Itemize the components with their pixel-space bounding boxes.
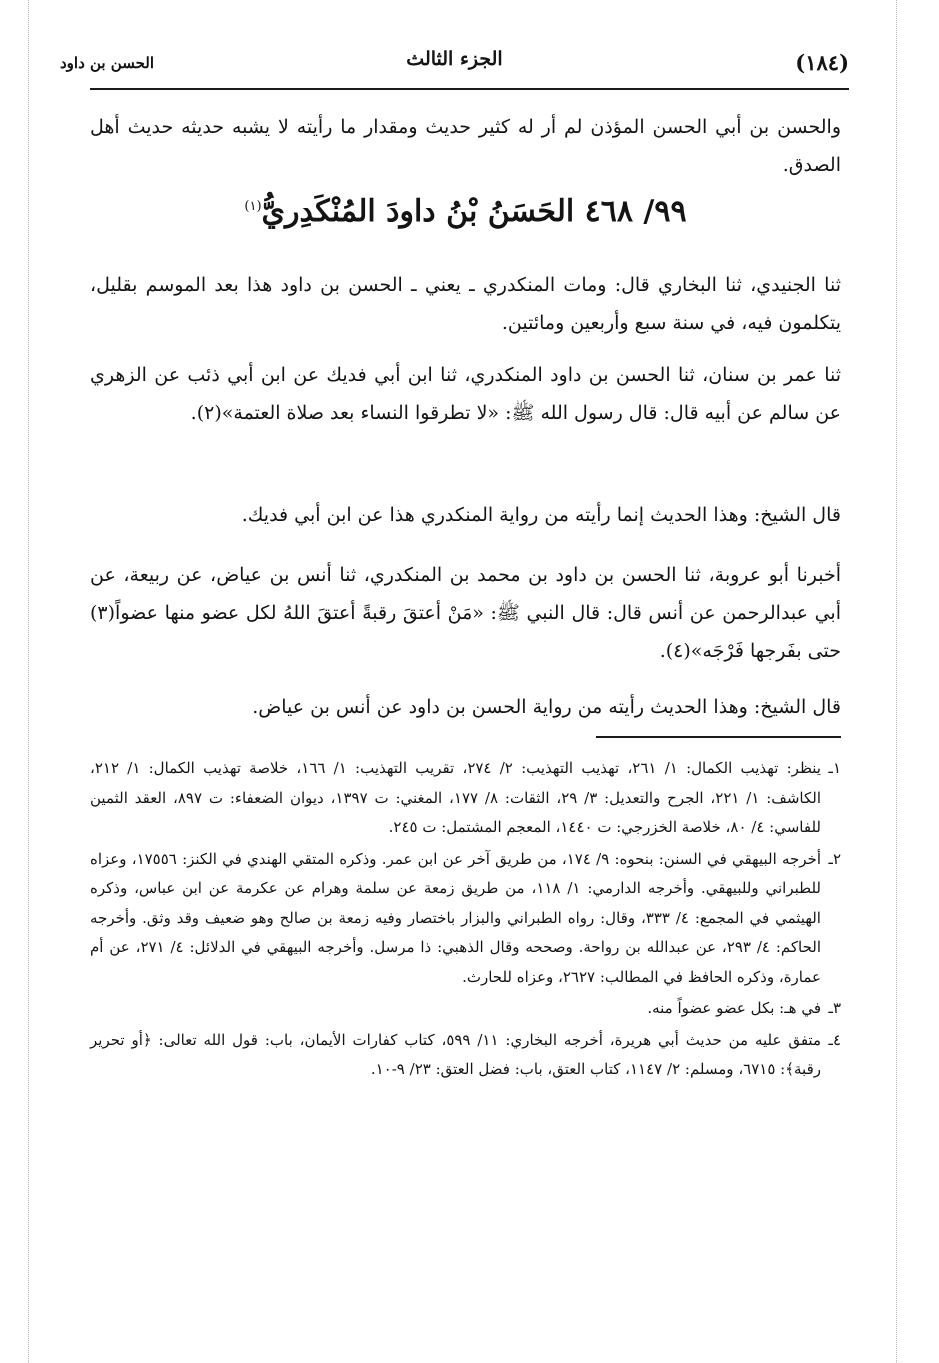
paragraph: قال الشيخ: وهذا الحديث إنما رأيته من رواية المنكدري هذا عن ابن أبي فديك.: [241, 504, 841, 526]
footnote-number: ١ـ: [828, 759, 841, 777]
entry-footnote-ref: (١): [244, 199, 262, 214]
footnote-text: ينظر: تهذيب الكمال: ١/ ٢٦١، تهذيب التهذيب: ٢/ ٢٧٤، تقريب التهذيب: ١/ ١٦٦، خلاصة تهذيب الكمال: ١/ ٢١٢، الكاشف: ١/ ٢٢١، الجرح والتعديل: ٣/ ٢٩، الثقات: ٨/ ١٧٧، المغني: ت ١٣٩٧، ديوان الضعفاء: ت ٨٩٧، العقد الثمين للفاسي: ٤/ ٨٠، خلاصة الخزرجي: ت ١٤٤٠، المعجم المشتمل: ت ٢٤٥.: [90, 759, 821, 836]
footnote-number: ٢ـ: [828, 849, 841, 868]
part-title: الجزء الثالث: [406, 48, 503, 70]
running-header: [60, 44, 849, 84]
scan-margin-dots: [28, 0, 29, 1363]
header-rule: [90, 88, 849, 90]
footnote: [90, 1026, 841, 1085]
footnotes: [90, 754, 841, 1087]
entry-heading-text: ٩٩/ ٤٦٨ الحَسَنُ بْنُ داودَ المُنْكَدِريُّ: [261, 194, 687, 229]
footnote-text: متفق عليه من حديث أبي هريرة، أخرجه البخاري: ١١/ ٥٩٩، كتاب كفارات الأيمان، باب: قول الله تعالى: ﴿أو تحرير رقبة﴾: ٦٧١٥، ومسلم: ٢/ ١١٤٧، كتاب العتق، باب: فضل العتق: ٢٣/ ٩-١٠.: [90, 1030, 821, 1078]
footnote-number: ٣ـ: [828, 999, 841, 1017]
footnote: [90, 994, 841, 1024]
scan-margin-dots: [896, 0, 897, 1363]
page-number: (١٨٤): [795, 50, 849, 75]
paragraph: أخبرنا أبو عروبة، ثنا الحسن بن داود بن محمد بن المنكدري، ثنا أنس بن عياض، عن ربيعة، عن أبي عبدالرحمن عن أنس قال: قال النبي ﷺ: «مَنْ أعتقَ رقبةً أعتقَ اللهُ لكل عضو منها عضواً(٣) حتى بفَرجها فَرْجَه»(٤).: [90, 564, 841, 662]
footnote-text: أخرجه البيهقي في السنن: بنحوه: ٩/ ١٧٤، من طريق آخر عن ابن عمر. وذكره المتقي الهندي في الكنز: ١٧٥٥٦، وعزاه للطبراني وللبيهقي. وأخرجه الدارمي: ١/ ١١٨، من طريق زمعة عن سلمة وهرام عن عكرمة عن ابن عباس، وذكره الهيثمي في المجمع: ٤/ ٣٣٣، وقال: رواه الطبراني والبزار باختصار وفيه زمعة بن صالح وهو ضعيف وقد وثق. وأخرجه الحاكم: ٤/ ٢٩٣، عن عبدالله بن رواحة. وصححه وقال الذهبي: ذا مرسل. وأخرجه البيهقي في الدلائل: ٤/ ٢٧١، عن أم عمارة، وذكره الحافظ في المطالب: ٢٦٢٧، وعزاه للحارث.: [90, 849, 822, 986]
footnote-text: في هـ: بكل عضو عضواً منه.: [647, 999, 821, 1017]
paragraph: ثنا عمر بن سنان، ثنا الحسن بن داود المنكدري، ثنا ابن أبي فديك عن ابن أبي ذئب عن الزهري عن سالم عن أبيه قال: قال رسول الله ﷺ: «لا تطرقوا النساء بعد صلاة العتمة»(٢).: [90, 364, 841, 424]
running-title: الحسن بن داود: [60, 54, 155, 72]
continuation-paragraph: والحسن بن أبي الحسن المؤذن لم أر له كثير حديث ومقدار ما رأيته لا يشبه حديثه حديث أهل الصدق.: [90, 116, 841, 176]
footnote-number: ٤ـ: [828, 1030, 841, 1049]
footnote: [90, 754, 841, 843]
paragraph: قال الشيخ: وهذا الحديث رأيته من رواية الحسن بن داود عن أنس بن عياض.: [252, 696, 841, 718]
footnote: [90, 845, 841, 993]
paragraph: ثنا الجنيدي، ثنا البخاري قال: ومات المنكدري ـ يعني ـ الحسن بن داود هذا بعد الموسم بقليل، يتكلمون فيه، في سنة سبع وأربعين ومائتين.: [90, 274, 841, 334]
footnote-separator: [596, 736, 841, 738]
entry-heading: [90, 194, 841, 229]
